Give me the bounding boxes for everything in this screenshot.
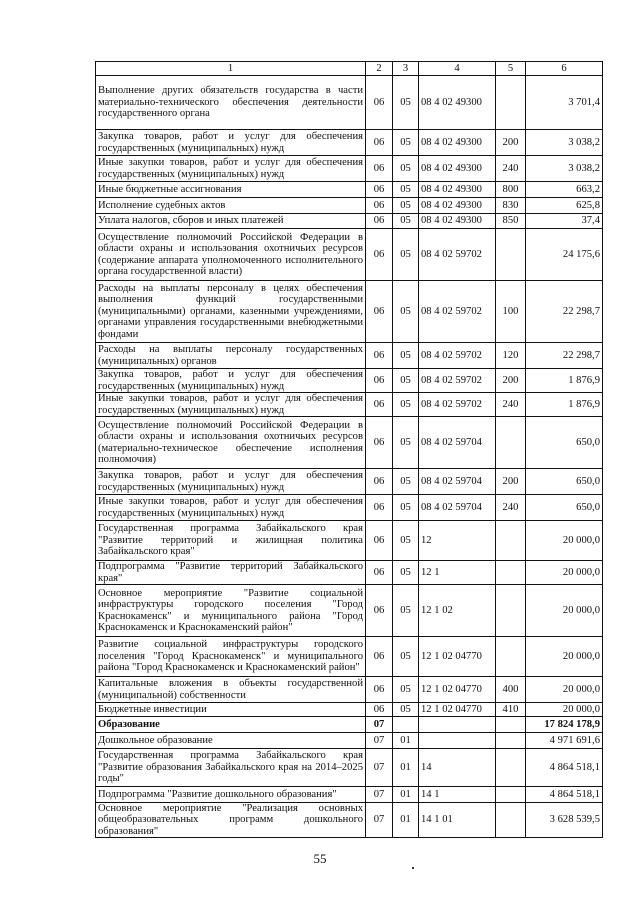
table-row bbox=[96, 803, 603, 838]
subsection-code bbox=[393, 717, 419, 733]
expense-type-code bbox=[496, 749, 526, 787]
table-row bbox=[96, 393, 603, 417]
expense-type-code: 240 bbox=[496, 393, 526, 417]
section-code: 06 bbox=[366, 182, 393, 198]
expense-type-code: 200 bbox=[496, 130, 526, 156]
table-row bbox=[96, 182, 603, 198]
amount: 650,0 bbox=[526, 417, 603, 469]
subsection-code: 05 bbox=[393, 229, 419, 281]
item-name: Развитие социальной инфраструктуры городского поселения "Город Краснокаменск" и муниципального района "Город Краснокаменск и Краснокаменский район" bbox=[96, 637, 366, 677]
scan-speck bbox=[412, 867, 414, 869]
target-article-code: 14 1 01 bbox=[419, 803, 496, 838]
subsection-code: 05 bbox=[393, 561, 419, 585]
expense-type-code: 800 bbox=[496, 182, 526, 198]
item-name: Иные бюджетные ассигнования bbox=[96, 182, 366, 198]
expense-type-code: 410 bbox=[496, 703, 526, 717]
subsection-code: 05 bbox=[393, 393, 419, 417]
section-code: 06 bbox=[366, 417, 393, 469]
section-code: 07 bbox=[366, 733, 393, 749]
amount: 17 824 178,9 bbox=[526, 717, 603, 733]
amount: 37,4 bbox=[526, 214, 603, 229]
amount: 22 298,7 bbox=[526, 343, 603, 369]
subsection-code: 05 bbox=[393, 343, 419, 369]
subsection-code: 01 bbox=[393, 733, 419, 749]
target-article-code: 08 4 02 49300 bbox=[419, 182, 496, 198]
amount: 3 701,4 bbox=[526, 76, 603, 130]
item-name: Основное мероприятие "Реализация основных общеобразовательных программ дошкольного образования" bbox=[96, 803, 366, 838]
section-code: 06 bbox=[366, 393, 393, 417]
section-code: 06 bbox=[366, 156, 393, 182]
target-article-code: 14 1 bbox=[419, 787, 496, 803]
expense-type-code bbox=[496, 417, 526, 469]
expense-type-code bbox=[496, 787, 526, 803]
target-article-code: 08 4 02 49300 bbox=[419, 214, 496, 229]
expense-type-code bbox=[496, 229, 526, 281]
item-name: Подпрограмма "Развитие территорий Забайкальского края" bbox=[96, 561, 366, 585]
expense-type-code bbox=[496, 561, 526, 585]
item-name: Исполнение судебных актов bbox=[96, 198, 366, 214]
header-col-1: 1 bbox=[96, 62, 366, 76]
table-row bbox=[96, 343, 603, 369]
amount: 20 000,0 bbox=[526, 677, 603, 703]
subsection-code: 05 bbox=[393, 182, 419, 198]
section-code: 07 bbox=[366, 803, 393, 838]
item-name: Подпрограмма "Развитие дошкольного образования" bbox=[96, 787, 366, 803]
target-article-code: 12 1 bbox=[419, 561, 496, 585]
expense-type-code bbox=[496, 637, 526, 677]
subsection-code: 05 bbox=[393, 76, 419, 130]
subsection-code: 05 bbox=[393, 521, 419, 561]
target-article-code: 12 1 02 bbox=[419, 585, 496, 637]
table-row bbox=[96, 417, 603, 469]
table-row bbox=[96, 703, 603, 717]
target-article-code: 08 4 02 59702 bbox=[419, 229, 496, 281]
expense-type-code: 100 bbox=[496, 281, 526, 343]
section-code: 06 bbox=[366, 495, 393, 521]
amount: 3 038,2 bbox=[526, 156, 603, 182]
subsection-code: 05 bbox=[393, 469, 419, 495]
header-col-3: 3 bbox=[393, 62, 419, 76]
amount: 24 175,6 bbox=[526, 229, 603, 281]
expense-type-code: 200 bbox=[496, 369, 526, 393]
subsection-code: 05 bbox=[393, 417, 419, 469]
item-name: Основное мероприятие "Развитие социальной инфраструктуры городского поселения "Город Краснокаменск" и муниципального района "Город Краснокаменск и Краснокаменский район" bbox=[96, 585, 366, 637]
section-code: 06 bbox=[366, 677, 393, 703]
amount: 4 864 518,1 bbox=[526, 787, 603, 803]
table-row bbox=[96, 156, 603, 182]
item-name: Закупка товаров, работ и услуг для обеспечения государственных (муниципальных) нужд bbox=[96, 369, 366, 393]
item-name: Дошкольное образование bbox=[96, 733, 366, 749]
table-row bbox=[96, 369, 603, 393]
expense-type-code bbox=[496, 803, 526, 838]
header-col-5: 5 bbox=[496, 62, 526, 76]
target-article-code: 08 4 02 49300 bbox=[419, 156, 496, 182]
item-name: Осуществление полномочий Российской Федерации в области охраны и использования охотничьих ресурсов (материально-техническое обеспечение исполнения полномочия) bbox=[96, 417, 366, 469]
section-code: 06 bbox=[366, 369, 393, 393]
subsection-code: 01 bbox=[393, 787, 419, 803]
table-row bbox=[96, 717, 603, 733]
expense-type-code bbox=[496, 76, 526, 130]
target-article-code: 08 4 02 49300 bbox=[419, 76, 496, 130]
section-code: 06 bbox=[366, 214, 393, 229]
section-code: 06 bbox=[366, 281, 393, 343]
target-article-code: 08 4 02 49300 bbox=[419, 198, 496, 214]
amount: 22 298,7 bbox=[526, 281, 603, 343]
target-article-code: 08 4 02 59702 bbox=[419, 369, 496, 393]
item-name: Иные закупки товаров, работ и услуг для обеспечения государственных (муниципальных) нужд bbox=[96, 393, 366, 417]
item-name: Иные закупки товаров, работ и услуг для обеспечения государственных (муниципальных) нужд bbox=[96, 495, 366, 521]
table-row bbox=[96, 521, 603, 561]
subsection-code: 01 bbox=[393, 803, 419, 838]
amount: 20 000,0 bbox=[526, 521, 603, 561]
section-code: 07 bbox=[366, 717, 393, 733]
table-row bbox=[96, 787, 603, 803]
expense-type-code: 850 bbox=[496, 214, 526, 229]
section-code: 06 bbox=[366, 76, 393, 130]
target-article-code: 08 4 02 59704 bbox=[419, 469, 496, 495]
table-row bbox=[96, 469, 603, 495]
target-article-code bbox=[419, 717, 496, 733]
table-row bbox=[96, 677, 603, 703]
item-name: Закупка товаров, работ и услуг для обеспечения государственных (муниципальных) нужд bbox=[96, 130, 366, 156]
section-code: 06 bbox=[366, 343, 393, 369]
expense-type-code: 240 bbox=[496, 495, 526, 521]
expense-type-code: 240 bbox=[496, 156, 526, 182]
section-code: 06 bbox=[366, 130, 393, 156]
subsection-code: 05 bbox=[393, 214, 419, 229]
amount: 20 000,0 bbox=[526, 637, 603, 677]
subsection-code: 05 bbox=[393, 369, 419, 393]
expense-type-code bbox=[496, 585, 526, 637]
amount: 650,0 bbox=[526, 495, 603, 521]
subsection-code: 05 bbox=[393, 677, 419, 703]
page-number: 55 bbox=[313, 851, 327, 866]
amount: 20 000,0 bbox=[526, 585, 603, 637]
header-col-4: 4 bbox=[419, 62, 496, 76]
amount: 663,2 bbox=[526, 182, 603, 198]
amount: 3 038,2 bbox=[526, 130, 603, 156]
target-article-code: 14 bbox=[419, 749, 496, 787]
section-code: 06 bbox=[366, 469, 393, 495]
section-code: 06 bbox=[366, 703, 393, 717]
item-name: Осуществление полномочий Российской Федерации в области охраны и использования охотничьих ресурсов (содержание аппарата уполномоченного исполнительного органа государственной власти) bbox=[96, 229, 366, 281]
amount: 20 000,0 bbox=[526, 561, 603, 585]
target-article-code: 08 4 02 59702 bbox=[419, 393, 496, 417]
expense-type-code bbox=[496, 521, 526, 561]
subsection-code: 05 bbox=[393, 495, 419, 521]
expense-type-code: 200 bbox=[496, 469, 526, 495]
target-article-code: 08 4 02 59702 bbox=[419, 343, 496, 369]
expense-type-code bbox=[496, 733, 526, 749]
table-row bbox=[96, 733, 603, 749]
section-code: 07 bbox=[366, 749, 393, 787]
target-article-code: 08 4 02 59702 bbox=[419, 281, 496, 343]
subsection-code: 01 bbox=[393, 749, 419, 787]
expense-type-code: 400 bbox=[496, 677, 526, 703]
amount: 3 628 539,5 bbox=[526, 803, 603, 838]
expense-type-code: 120 bbox=[496, 343, 526, 369]
section-code: 06 bbox=[366, 198, 393, 214]
section-code: 06 bbox=[366, 521, 393, 561]
target-article-code: 08 4 02 59704 bbox=[419, 495, 496, 521]
section-code: 06 bbox=[366, 585, 393, 637]
table-row bbox=[96, 198, 603, 214]
target-article-code bbox=[419, 733, 496, 749]
subsection-code: 05 bbox=[393, 637, 419, 677]
subsection-code: 05 bbox=[393, 703, 419, 717]
target-article-code: 12 1 02 04770 bbox=[419, 637, 496, 677]
item-name: Иные закупки товаров, работ и услуг для обеспечения государственных (муниципальных) нужд bbox=[96, 156, 366, 182]
target-article-code: 12 bbox=[419, 521, 496, 561]
item-name: Расходы на выплаты персоналу в целях обеспечения выполнения функций государственными (муниципальными) органами, казенными учреждениями, органами управления государственными внебюджетными фондами bbox=[96, 281, 366, 343]
item-name: Образование bbox=[96, 717, 366, 733]
header-col-6: 6 bbox=[526, 62, 603, 76]
item-name: Выполнение других обязательств государства в части материально-технического обеспечения деятельности государственного органа bbox=[96, 76, 366, 130]
table-row bbox=[96, 585, 603, 637]
table-row bbox=[96, 637, 603, 677]
subsection-code: 05 bbox=[393, 281, 419, 343]
table-row bbox=[96, 281, 603, 343]
item-name: Государственная программа Забайкальского края "Развитие образования Забайкальского края на 2014–2025 годы" bbox=[96, 749, 366, 787]
table-row bbox=[96, 561, 603, 585]
table-row bbox=[96, 130, 603, 156]
target-article-code: 12 1 02 04770 bbox=[419, 703, 496, 717]
expense-type-code: 830 bbox=[496, 198, 526, 214]
amount: 1 876,9 bbox=[526, 393, 603, 417]
item-name: Капитальные вложения в объекты государственной (муниципальной) собственности bbox=[96, 677, 366, 703]
section-code: 07 bbox=[366, 787, 393, 803]
table-row bbox=[96, 495, 603, 521]
section-code: 06 bbox=[366, 637, 393, 677]
amount: 1 876,9 bbox=[526, 369, 603, 393]
table-row bbox=[96, 76, 603, 130]
header-col-2: 2 bbox=[366, 62, 393, 76]
amount: 625,8 bbox=[526, 198, 603, 214]
item-name: Государственная программа Забайкальского края "Развитие территорий и жилищная политика Забайкальского края" bbox=[96, 521, 366, 561]
subsection-code: 05 bbox=[393, 130, 419, 156]
table-row bbox=[96, 214, 603, 229]
item-name: Уплата налогов, сборов и иных платежей bbox=[96, 214, 366, 229]
table-body bbox=[96, 62, 603, 838]
target-article-code: 08 4 02 59704 bbox=[419, 417, 496, 469]
section-code: 06 bbox=[366, 229, 393, 281]
subsection-code: 05 bbox=[393, 585, 419, 637]
budget-table bbox=[95, 61, 603, 838]
section-code: 06 bbox=[366, 561, 393, 585]
item-name: Закупка товаров, работ и услуг для обеспечения государственных (муниципальных) нужд bbox=[96, 469, 366, 495]
amount: 20 000,0 bbox=[526, 703, 603, 717]
subsection-code: 05 bbox=[393, 198, 419, 214]
item-name: Расходы на выплаты персоналу государственных (муниципальных) органов bbox=[96, 343, 366, 369]
target-article-code: 08 4 02 49300 bbox=[419, 130, 496, 156]
subsection-code: 05 bbox=[393, 156, 419, 182]
item-name: Бюджетные инвестиции bbox=[96, 703, 366, 717]
table-row bbox=[96, 229, 603, 281]
expense-type-code bbox=[496, 717, 526, 733]
target-article-code: 12 1 02 04770 bbox=[419, 677, 496, 703]
header-row bbox=[96, 62, 603, 76]
table-row bbox=[96, 749, 603, 787]
amount: 4 864 518,1 bbox=[526, 749, 603, 787]
amount: 4 971 691,6 bbox=[526, 733, 603, 749]
amount: 650,0 bbox=[526, 469, 603, 495]
